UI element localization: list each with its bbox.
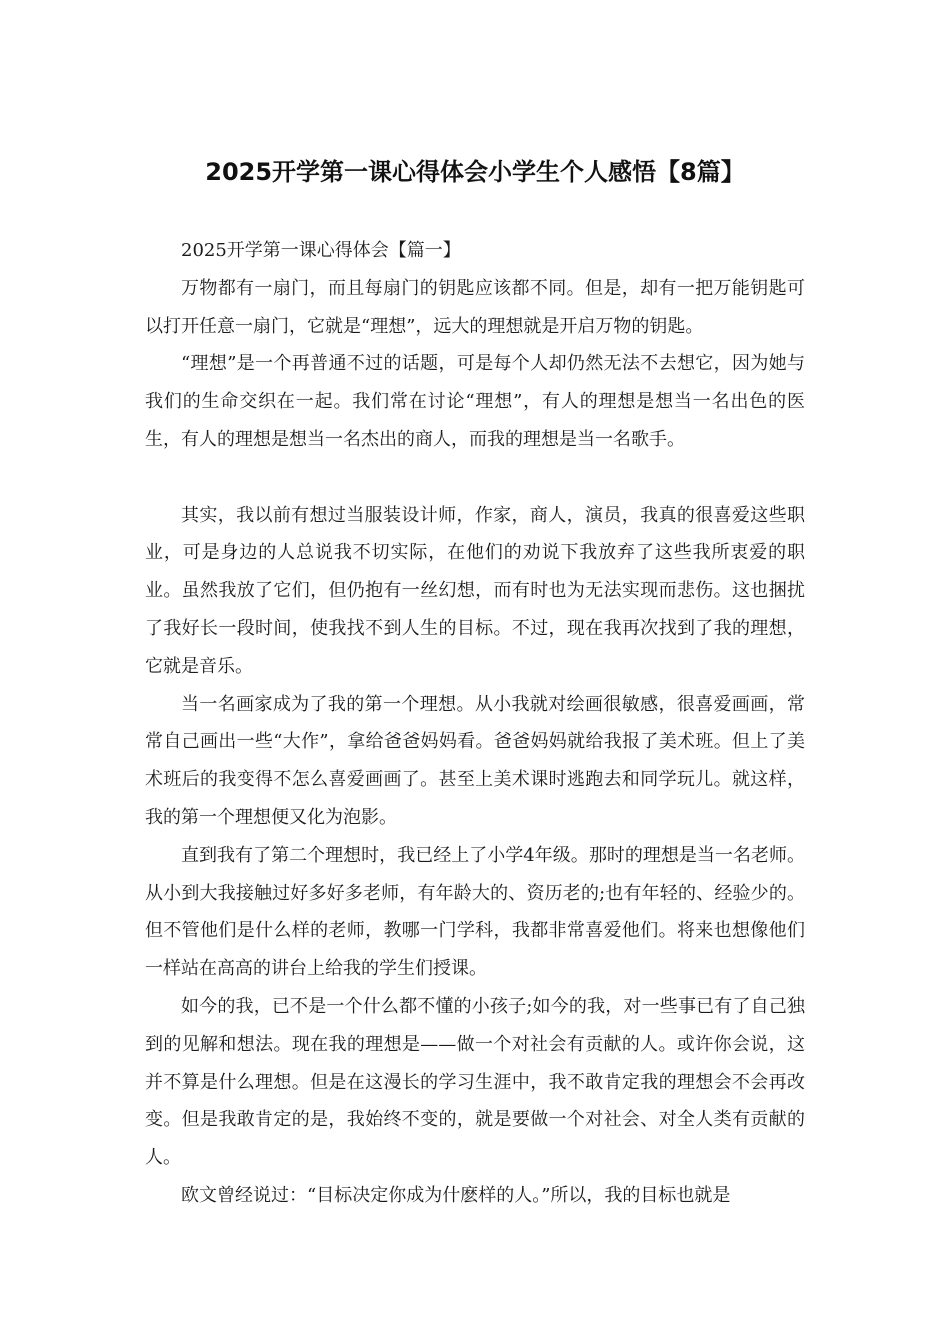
paragraph: 当一名画家成为了我的第一个理想。从小我就对绘画很敏感，很喜爱画画，常常自己画出一些“大作”，拿给爸爸妈妈看。爸爸妈妈就给我报了美术班。但上了美术班后的我变得不怎么喜爱画画了。甚至上美术课时逃跑去和同学玩儿。就这样，我的第一个理想便又化为泡影。 [145, 693, 805, 828]
paragraph: 如今的我，已不是一个什么都不懂的小孩子;如今的我，对一些事已有了自己独到的见解和想法。现在我的理想是——做一个对社会有贡献的人。或许你会说，这并不算是什么理想。但是在这漫长的学习生涯中，我不敢肯定我的理想会不会再改变。但是我敢肯定的是，我始终不变的，就是要做一个对社会、对全人类有贡献的人。 [145, 995, 805, 1169]
document-body [145, 232, 805, 1215]
paragraph: 万物都有一扇门，而且每扇门的钥匙应该都不同。但是，却有一把万能钥匙可以打开任意一扇门，它就是“理想”，远大的理想就是开启万物的钥匙。 [145, 277, 805, 337]
paragraph: 欧文曾经说过：“目标决定你成为什麽样的人。”所以，我的目标也就是 [181, 1184, 731, 1206]
paragraph: 其实，我以前有想过当服装设计师，作家，商人，演员，我真的很喜爱这些职业，可是身边的人总说我不切实际，在他们的劝说下我放弃了这些我所衷爱的职业。虽然我放了它们，但仍抱有一丝幻想，而有时也为无法实现而悲伤。这也捆扰了我好长一段时间，使我找不到人生的目标。不过，现在我再次找到了我的理想，它就是音乐。 [145, 504, 805, 677]
document-title: 2025开学第一课心得体会小学生个人感悟【8篇】 [205, 158, 745, 186]
section-heading: 2025开学第一课心得体会【篇一】 [181, 240, 461, 261]
paragraph: “理想”是一个再普通不过的话题，可是每个人却仍然无法不去想它，因为她与我们的生命交织在一起。我们常在讨论“理想”，有人的理想是想当一名出色的医生，有人的理想是想当一名杰出的商人，而我的理想是当一名歌手。 [145, 353, 805, 450]
paragraph: 直到我有了第二个理想时，我已经上了小学4年级。那时的理想是当一名老师。从小到大我接触过好多好多老师，有年龄大的、资历老的;也有年轻的、经验少的。但不管他们是什么样的老师，教哪一门学科，我都非常喜爱他们。将来也想像他们一样站在高高的讲台上给我的学生们授课。 [145, 844, 805, 980]
